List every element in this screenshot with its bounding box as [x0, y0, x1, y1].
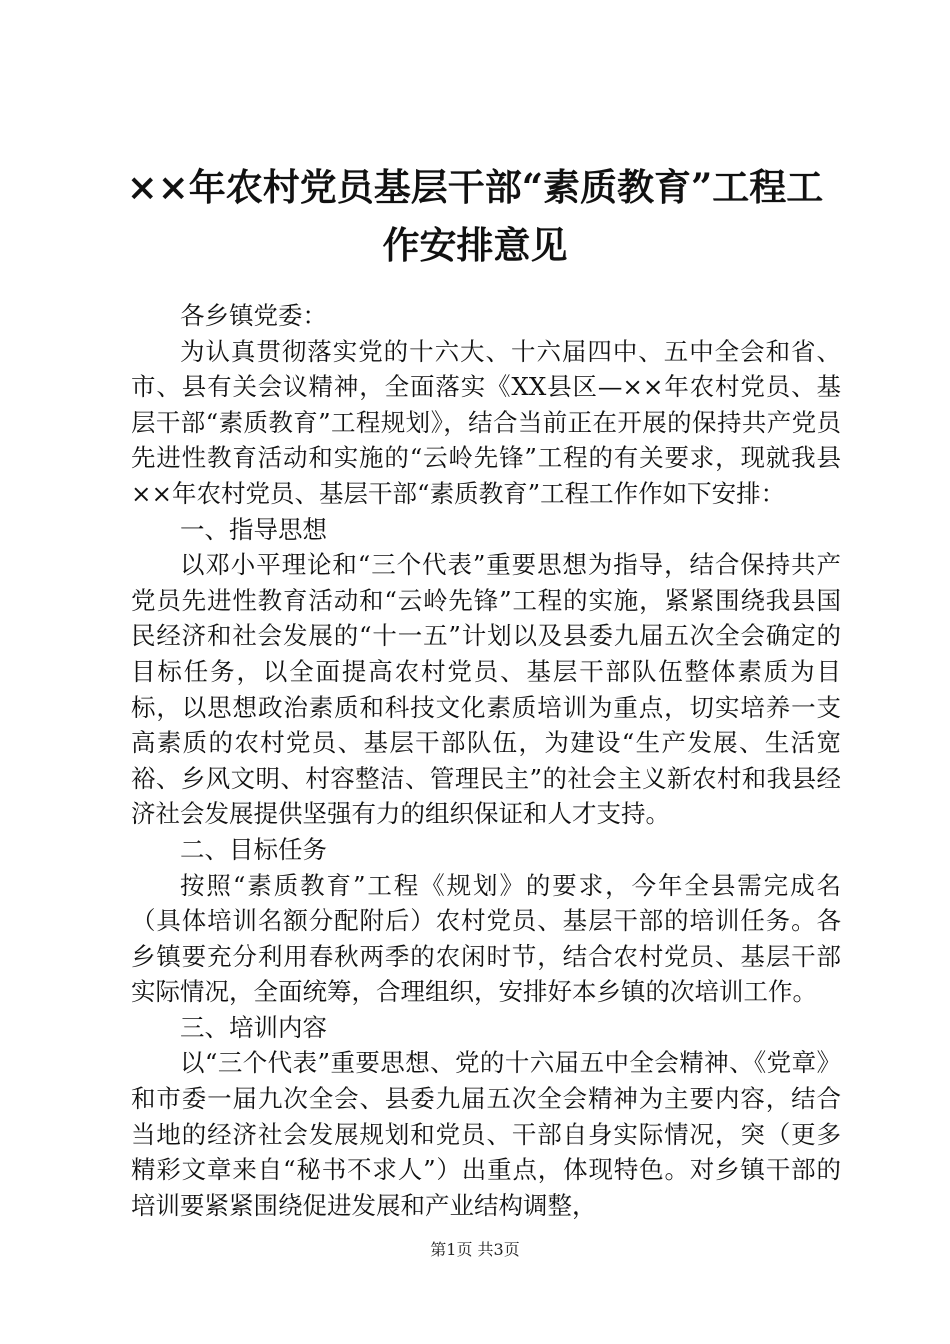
- paragraph-goals: 按照“素质教育”工程《规划》的要求，今年全县需完成名（具体培训名额分配附后）农村党员、基层干部的培训任务。各乡镇要充分利用春秋两季的农闲时节，结合农村党员、基层干部实际情况，全面统筹，合理组织，安排好本乡镇的次培训工作。: [131, 870, 841, 1007]
- paragraph-guiding-thought: 以邓小平理论和“三个代表”重要思想为指导，结合保持共产党员先进性教育活动和“云岭先锋”工程的实施，紧紧围绕我县国民经济和社会发展的“十一五”计划以及县委九届五次全会确定的目标任务，以全面提高农村党员、基层干部队伍整体素质为目标，以思想政治素质和科技文化素质培训为重点，切实培养一支高素质的农村党员、基层干部队伍，为建设“生产发展、生活宽裕、乡风文明、村容整洁、管理民主”的社会主义新农村和我县经济社会发展提供坚强有力的组织保证和人才支持。: [131, 550, 841, 829]
- paragraph-intro: 为认真贯彻落实党的十六大、十六届四中、五中全会和省、市、县有关会议精神，全面落实《XX县区—××年农村党员、基层干部“素质教育”工程规划》，结合当前正在开展的保持共产党员先进性教育活动和实施的“云岭先锋”工程的有关要求，现就我县××年农村党员、基层干部“素质教育”工程工作作如下安排：: [131, 336, 841, 508]
- paragraph-content: 以“三个代表”重要思想、党的十六届五中全会精神、《党章》和市委一届九次全会、县委九届五次全会精神为主要内容，结合当地的经济社会发展规划和党员、干部自身实际情况，突（更多精彩文章来自“秘书不求人”）出重点，体现特色。对乡镇干部的培训要紧紧围绕促进发展和产业结构调整，: [131, 1048, 841, 1220]
- title-line-1: ××年农村党员基层干部“素质教育”工程工: [126, 165, 824, 209]
- title-line-2: 作安排意见: [382, 223, 568, 267]
- section-heading-2: 二、目标任务: [180, 834, 327, 864]
- document-title: [100, 158, 850, 274]
- salutation: 各乡镇党委：: [180, 301, 327, 330]
- section-heading-1: 一、指导思想: [180, 514, 327, 544]
- page-footer: 第1页 共3页: [430, 1240, 520, 1259]
- section-heading-3: 三、培训内容: [180, 1012, 327, 1042]
- document-body: [131, 298, 841, 1223]
